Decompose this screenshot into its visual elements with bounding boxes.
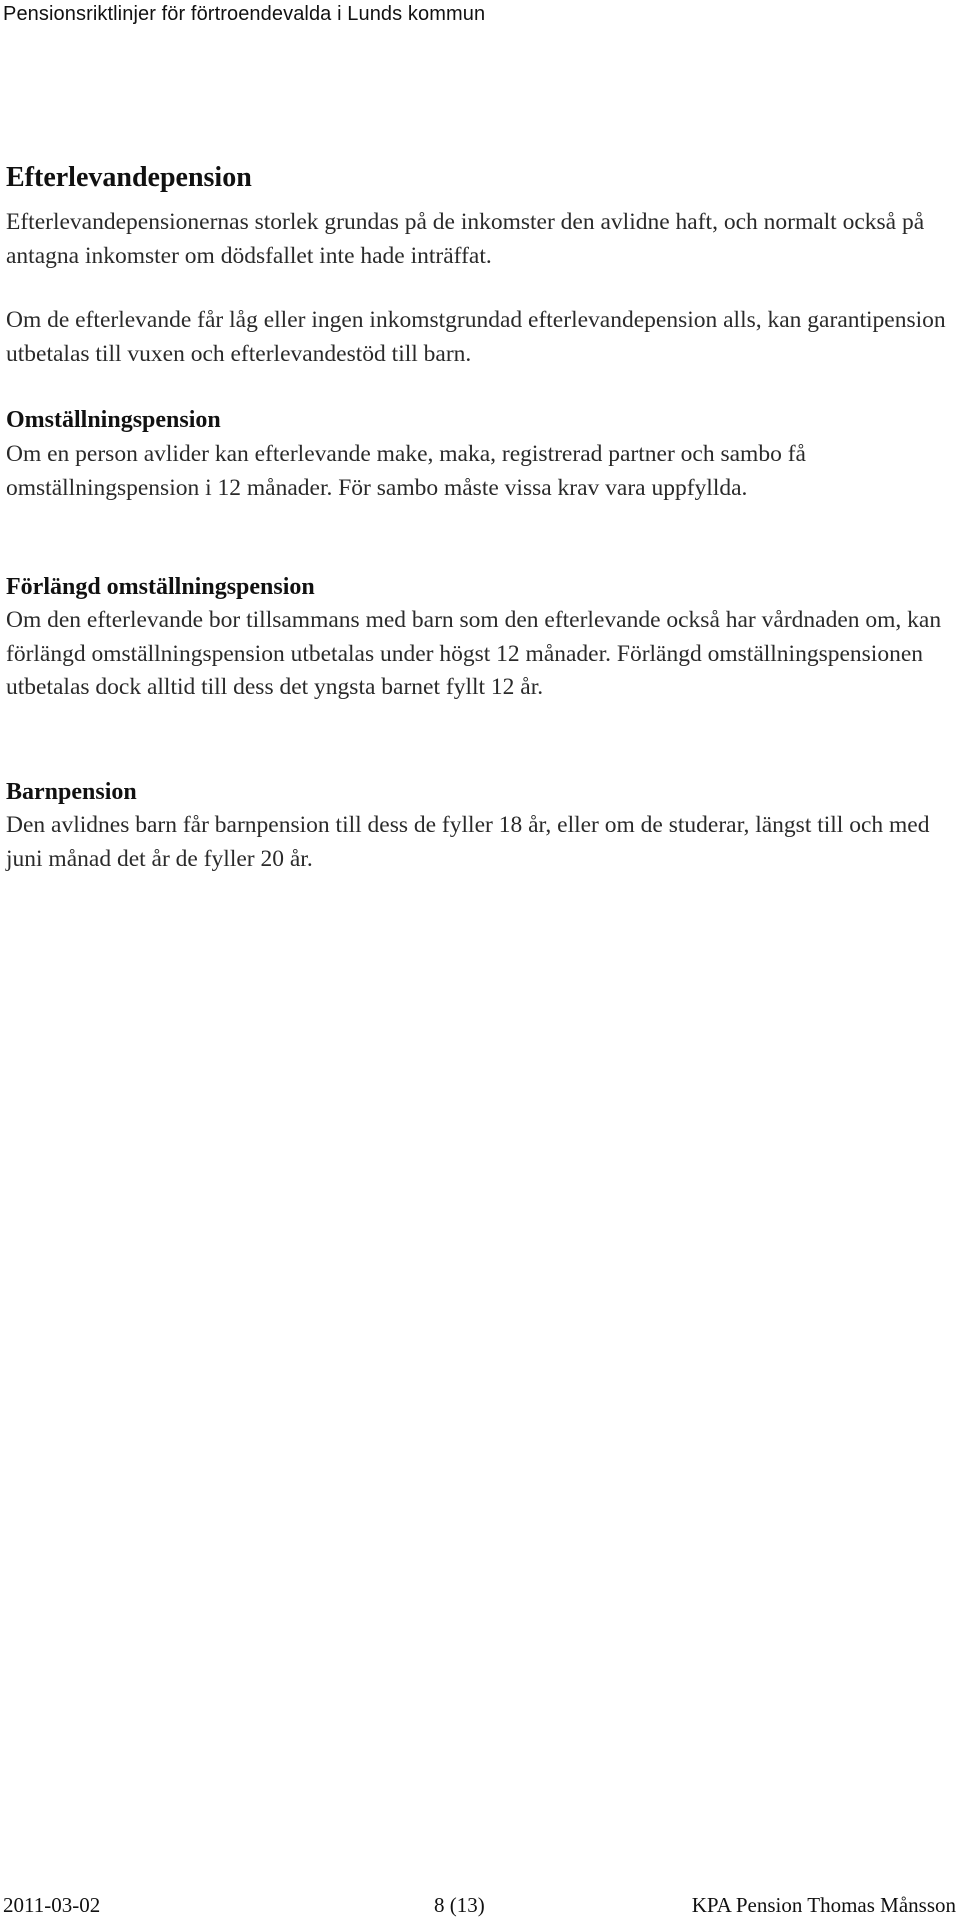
footer-date: 2011-03-02	[3, 1893, 101, 1917]
page-footer	[0, 1890, 960, 1920]
subsection-heading-forlangd-omstallningspension: Förlängd omställningspension	[6, 574, 315, 600]
section-paragraph-1: Efterlevandepensionernas storlek grundas på de inkomster den avlidne haft, och normalt också på antagna inkomster om dödsfallet inte hade inträffat.	[6, 209, 925, 269]
page-header: Pensionsriktlinjer för förtroendevalda i Lunds kommun	[3, 3, 486, 25]
subsection-text-barnpension: Den avlidnes barn får barnpension till dess de fyller 18 år, eller om de studerar, längst till och med juni månad det år de fyller 20 år.	[6, 812, 930, 872]
footer-organization: KPA Pension Thomas Månsson	[691, 1893, 956, 1917]
subsection-text-omstallningspension: Om en person avlider kan efterlevande make, maka, registrerad partner och sambo få omställningspension i 12 månader. För sambo måste vissa krav vara uppfyllda.	[6, 441, 806, 501]
subsection-text-forlangd-omstallningspension: Om den efterlevande bor tillsammans med barn som den efterlevande också har vårdnaden om, kan förlängd omställningspension utbetalas under högst 12 månader. Förlängd omställningspensionen utbetalas dock alltid till dess det yngsta barnet fyllt 12 år.	[6, 607, 942, 700]
footer-page-number: 8 (13)	[434, 1893, 485, 1917]
subsection-heading-omstallningspension: Omställningspension	[6, 407, 221, 433]
section-heading: Efterlevandepension	[6, 162, 252, 193]
section-paragraph-2: Om de efterlevande får låg eller ingen inkomstgrundad efterlevandepension alls, kan garantipension utbetalas till vuxen och efterlevandestöd till barn.	[6, 307, 946, 367]
subsection-heading-barnpension: Barnpension	[6, 779, 137, 805]
